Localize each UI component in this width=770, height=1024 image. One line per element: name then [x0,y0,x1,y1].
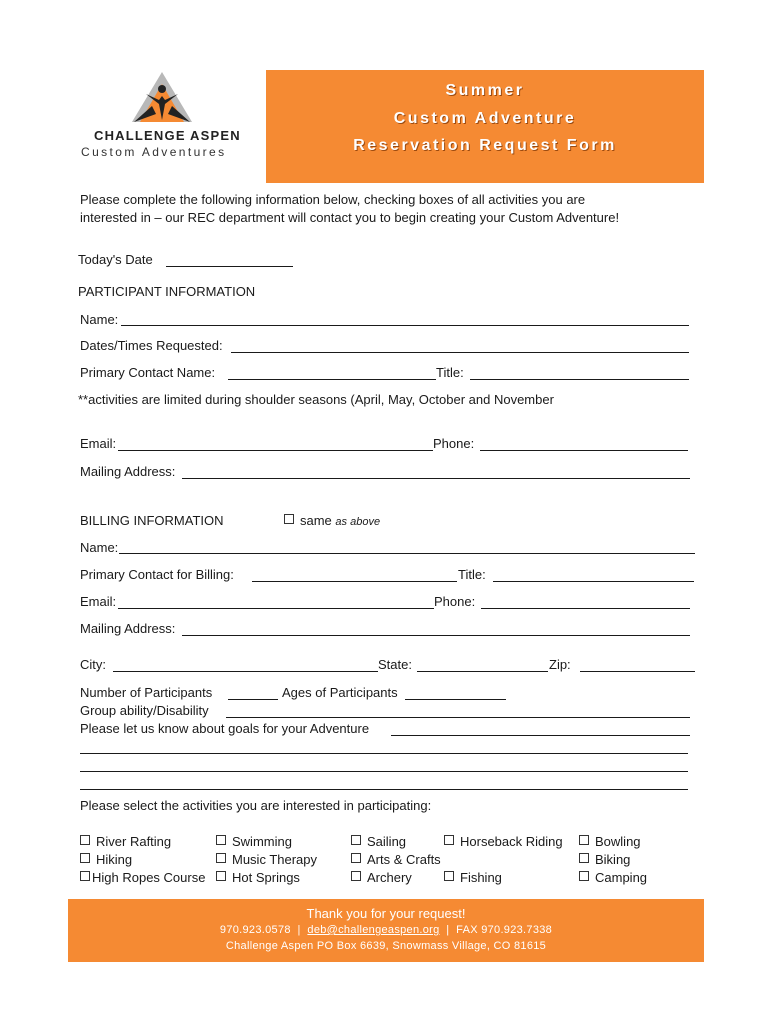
footer-thanks: Thank you for your request! [306,906,466,921]
ability-field[interactable] [226,717,690,718]
intro-line-1: Please complete the following information below, checking boxes of all activities you are [80,192,586,207]
checkbox-icon[interactable] [80,835,90,845]
billing-city-field[interactable] [113,671,378,672]
num-participants-field[interactable] [228,699,278,700]
billing-heading: BILLING INFORMATION [80,513,224,528]
activity-biking[interactable]: Biking [579,852,630,868]
checkbox-icon[interactable] [579,871,589,881]
participant-name-label: Name: [80,312,119,327]
activity-river-rafting[interactable]: River Rafting [80,834,171,850]
participant-title-field[interactable] [470,379,689,380]
checkbox-icon[interactable] [351,853,361,863]
billing-state-field[interactable] [417,671,548,672]
goals-label: Please let us know about goals for your Adventure [80,721,370,736]
activity-sailing[interactable]: Sailing [351,834,406,850]
billing-title-field[interactable] [493,581,694,582]
checkbox-icon[interactable] [284,514,294,524]
participant-mailing-field[interactable] [182,478,690,479]
checkbox-icon[interactable] [579,853,589,863]
participant-heading: PARTICIPANT INFORMATION [78,284,256,299]
footer-address: Challenge Aspen PO Box 6639, Snowmass Village, CO 81615 [225,940,547,952]
todays-date-label: Today's Date [78,252,153,267]
billing-email-label: Email: [80,594,117,609]
footer-fax: FAX 970.923.7338 [456,924,553,936]
ability-label: Group ability/Disability [80,703,209,718]
billing-name-label: Name: [80,540,119,555]
activity-archery[interactable]: Archery [351,870,412,886]
billing-contact-label: Primary Contact for Billing: [80,567,234,582]
todays-date-field[interactable] [166,266,293,267]
shoulder-season-note: **activities are limited during shoulder seasons (April, May, October and November [78,392,554,407]
billing-mailing-field[interactable] [182,635,690,636]
participant-title-label: Title: [436,365,464,380]
goals-line-4[interactable] [80,789,688,790]
activity-swimming[interactable]: Swimming [216,834,292,850]
checkbox-icon[interactable] [444,871,454,881]
billing-phone-field[interactable] [481,608,690,609]
same-as-above-checkbox[interactable] [284,513,380,530]
billing-zip-label: Zip: [549,657,571,672]
checkbox-icon[interactable] [444,835,454,845]
banner-line-2: Custom Adventure [393,110,577,127]
goals-line-3[interactable] [80,771,688,772]
dates-requested-label: Dates/Times Requested: [80,338,223,353]
billing-state-label: State: [378,657,412,672]
footer-banner [68,899,704,962]
footer-separator: | [297,924,301,936]
goals-field[interactable] [391,735,690,736]
checkbox-icon[interactable] [80,853,90,863]
participant-email-label: Email: [80,436,117,451]
ages-field[interactable] [405,699,506,700]
billing-contact-field[interactable] [252,581,457,582]
billing-mailing-label: Mailing Address: [80,621,176,636]
logo-subtitle: Custom Adventures [81,145,227,159]
primary-contact-label: Primary Contact Name: [80,365,216,380]
participant-phone-label: Phone: [433,436,475,451]
banner-line-3: Reservation Request Form [353,137,617,154]
billing-phone-label: Phone: [434,594,476,609]
footer-phone: 970.923.0578 [219,924,291,936]
logo-name: CHALLENGE ASPEN [94,128,241,143]
billing-city-label: City: [80,657,106,672]
activities-prompt: Please select the activities you are interested in participating: [80,798,432,813]
activity-high-ropes-course[interactable]: High Ropes Course [80,870,205,886]
participant-name-field[interactable] [121,325,689,326]
intro-line-2: interested in – our REC department will contact you to begin creating your Custom Adventure! [80,210,620,225]
primary-contact-field[interactable] [228,379,436,380]
participant-phone-field[interactable] [480,450,688,451]
activity-music-therapy[interactable]: Music Therapy [216,852,317,868]
activity-bowling[interactable]: Bowling [579,834,641,850]
activity-horseback-riding[interactable]: Horseback Riding [444,834,563,850]
participant-mailing-label: Mailing Address: [80,464,176,479]
checkbox-icon[interactable] [216,835,226,845]
activity-camping[interactable]: Camping [579,870,647,886]
participant-email-field[interactable] [118,450,433,451]
activity-hiking[interactable]: Hiking [80,852,132,868]
checkbox-icon[interactable] [579,835,589,845]
goals-line-2[interactable] [80,753,688,754]
billing-email-field[interactable] [118,608,434,609]
footer-contact-line [68,924,704,936]
checkbox-icon[interactable] [351,871,361,881]
checkbox-icon[interactable] [80,871,90,881]
footer-separator: | [446,924,450,936]
mountain-logo-icon [126,70,196,128]
same-suffix: as above [335,516,381,528]
checkbox-icon[interactable] [216,871,226,881]
billing-title-label: Title: [458,567,486,582]
banner-line-1: Summer [445,82,525,99]
logo [76,70,266,170]
num-participants-label: Number of Participants [80,685,213,700]
footer-email-link[interactable]: deb@challengeaspen.org [307,924,440,936]
checkbox-icon[interactable] [216,853,226,863]
title-banner [266,70,704,183]
ages-label: Ages of Participants [282,685,398,700]
dates-requested-field[interactable] [231,352,689,353]
billing-name-field[interactable] [119,553,695,554]
same-label: same [300,513,332,528]
billing-zip-field[interactable] [580,671,695,672]
activity-fishing[interactable]: Fishing [444,870,502,886]
checkbox-icon[interactable] [351,835,361,845]
activity-arts-crafts[interactable]: Arts & Crafts [351,852,441,868]
activity-hot-springs[interactable]: Hot Springs [216,870,300,886]
